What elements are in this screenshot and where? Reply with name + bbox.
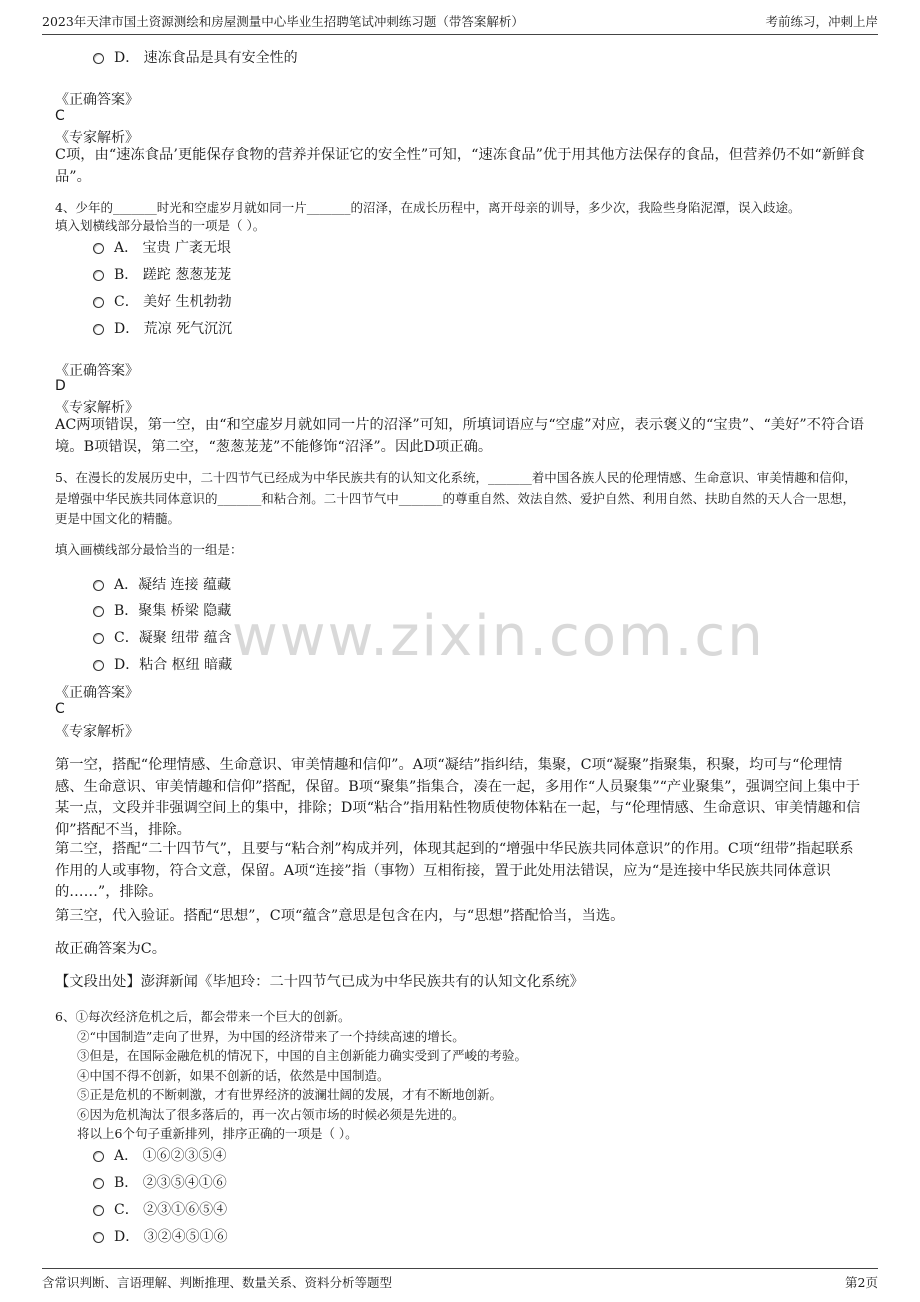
radio-icon[interactable] — [93, 53, 104, 64]
header-title: 2023年天津市国土资源测绘和房屋测量中心毕业生招聘笔试冲刺练习题（带答案解析） — [42, 14, 524, 29]
analysis-text: AC两项错误，第一空，由“和空虚岁月就如同一片的沼泽”可知，所填词语应与“空虚”对应，表示褒义的“宝贵”、“美好”不符合语境。B项错误，第二空，“葱葱茏茏”不能修饰“沼泽”。因此D项正确。 — [55, 417, 864, 455]
option-label: D． ③②④⑤①⑥ — [114, 1229, 228, 1245]
radio-icon[interactable] — [93, 606, 104, 617]
radio-icon[interactable] — [93, 660, 104, 671]
page-header — [42, 8, 878, 35]
question-sentence: 6、①每次经济危机之后，都会带来一个巨大的创新。 — [55, 1009, 351, 1024]
answer-label: 《正确答案》 — [55, 363, 139, 379]
option-c[interactable] — [93, 627, 232, 647]
question-prompt: 填入画横线部分最恰当的一组是： — [55, 542, 243, 557]
option-a[interactable] — [93, 237, 231, 257]
option-label: A． 宝贵 广袤无垠 — [114, 240, 232, 256]
radio-icon[interactable] — [93, 297, 104, 308]
answer-label: 《正确答案》 — [55, 685, 139, 701]
option-d[interactable] — [93, 47, 298, 67]
analysis-text: C项，由“速冻食品’更能保存食物的营养并保证它的安全性”可知，“速冻食品”优于用其他方法保存的食品，但营养仍不如“新鲜食品”。 — [55, 147, 865, 185]
analysis-paragraph: 第三空，代入验证。搭配“思想”，C项“蕴含”意思是包含在内，与“思想”搭配恰当，当选。 — [55, 908, 625, 924]
option-label: D．粘合 枢纽 暗藏 — [114, 657, 233, 673]
answer-value: D — [55, 378, 66, 394]
option-d[interactable] — [93, 654, 232, 674]
question-stem: 4、少年的_______时光和空虚岁月就如同一片_______的沼泽，在成长历程中，离开母亲的训导，多少次，我险些身陷泥潭，误入歧途。 — [55, 200, 801, 215]
option-label: D． 速冻食品是具有安全性的 — [114, 50, 298, 66]
question-prompt: 将以上6个句子重新排列，排序正确的一项是（ ）。 — [77, 1126, 358, 1141]
option-d[interactable] — [93, 318, 232, 338]
question-prompt: 填入划横线部分最恰当的一项是（ ）。 — [55, 218, 266, 233]
radio-icon[interactable] — [93, 633, 104, 644]
answer-value: C — [55, 701, 65, 717]
question-sentence: ⑤正是危机的不断刺激，才有世界经济的波澜壮阔的发展，才有不断地创新。 — [77, 1087, 503, 1102]
analysis-paragraph: 第一空，搭配“伦理情感、生命意识、审美情趣和信仰”。A项“凝结”指纠结，集聚，C项“凝聚”指聚集，积聚，均可与“伦理情感、生命意识、审美情趣和信仰”搭配，保留。B项“聚集”指集合，凑在一起，多用作“人员聚集”“产业聚集”，强调空间上集中于某一点，文段并非强调空间上的集中，排除；D项“粘合”指用粘性物质使物体粘在一起，与“伦理情感、生命意识、审美情趣和信仰”搭配不当，排除。 — [55, 757, 861, 838]
option-label: B．聚集 桥梁 隐藏 — [114, 603, 232, 619]
option-label: C． ②③①⑥⑤④ — [114, 1202, 228, 1218]
analysis-conclusion: 故正确答案为C。 — [55, 941, 167, 957]
answer-label: 《正确答案》 — [55, 92, 139, 108]
page-footer — [42, 1268, 878, 1295]
page-number: 第2页 — [845, 1275, 878, 1290]
option-b[interactable] — [93, 264, 231, 284]
option-label: A．凝结 连接 蕴藏 — [114, 577, 232, 593]
option-c[interactable] — [93, 1199, 227, 1219]
header-slogan: 考前练习，冲刺上岸 — [765, 14, 878, 29]
radio-icon[interactable] — [93, 324, 104, 335]
question-sentence: ②“中国制造”走向了世界，为中国的经济带来了一个持续高速的增长。 — [77, 1029, 465, 1044]
option-a[interactable] — [93, 574, 231, 594]
answer-value: C — [55, 108, 65, 124]
footer-topics: 含常识判断、言语理解、判断推理、数量关系、资料分析等题型 — [42, 1275, 393, 1290]
option-label: C． 美好 生机勃勃 — [114, 294, 232, 310]
radio-icon[interactable] — [93, 580, 104, 591]
watermark: www.zixin.com.cn — [232, 604, 765, 669]
option-label: B． ②③⑤④①⑥ — [114, 1175, 227, 1191]
question-sentence: ⑥因为危机淘汰了很多落后的，再一次占领市场的时候必须是先进的。 — [77, 1107, 465, 1122]
radio-icon[interactable] — [93, 1178, 104, 1189]
question-stem: 5、在漫长的发展历史中，二十四节气已经成为中华民族共有的认知文化系统，_______着中国各族人民的伦理情感、生命意识、审美情趣和信仰，是增强中华民族共同体意识的_______和粘合剂。二十四节气中_______的尊重自然、效法自然、爱护自然、利用自然、扶助自然的天人合一思想，更是中国文化的精髓。 — [55, 470, 857, 526]
radio-icon[interactable] — [93, 1205, 104, 1216]
question-sentence: ③但是，在国际金融危机的情况下，中国的自主创新能力确实受到了严峻的考验。 — [77, 1048, 528, 1063]
option-d[interactable] — [93, 1226, 228, 1246]
source-citation: 【文段出处】澎湃新闻《毕旭玲：二十四节气已成为中华民族共有的认知文化系统》 — [55, 974, 584, 990]
option-label: B． 蹉跎 葱葱茏茏 — [114, 267, 232, 283]
radio-icon[interactable] — [93, 1151, 104, 1162]
option-b[interactable] — [93, 600, 231, 620]
option-label: A． ①⑥②③⑤④ — [114, 1148, 227, 1164]
analysis-label: 《专家解析》 — [55, 130, 139, 146]
option-a[interactable] — [93, 1145, 227, 1165]
question-sentence: ④中国不得不创新，如果不创新的话，依然是中国制造。 — [77, 1068, 390, 1083]
radio-icon[interactable] — [93, 243, 104, 254]
option-label: D． 荒凉 死气沉沉 — [114, 321, 233, 337]
option-c[interactable] — [93, 291, 232, 311]
option-label: C．凝聚 纽带 蕴含 — [114, 630, 232, 646]
analysis-paragraph: 第二空，搭配“二十四节气”，且要与“粘合剂”构成并列，体现其起到的“增强中华民族共同体意识”的作用。C项“纽带”指起联系作用的人或事物，符合文意，保留。A项“连接”指（事物）互相衔接，置于此处用法错误，应为“是连接中华民族共同体意识的……”，排除。 — [55, 841, 854, 900]
radio-icon[interactable] — [93, 1232, 104, 1243]
radio-icon[interactable] — [93, 270, 104, 281]
analysis-label: 《专家解析》 — [55, 400, 139, 416]
analysis-label: 《专家解析》 — [55, 724, 139, 740]
option-b[interactable] — [93, 1172, 227, 1192]
